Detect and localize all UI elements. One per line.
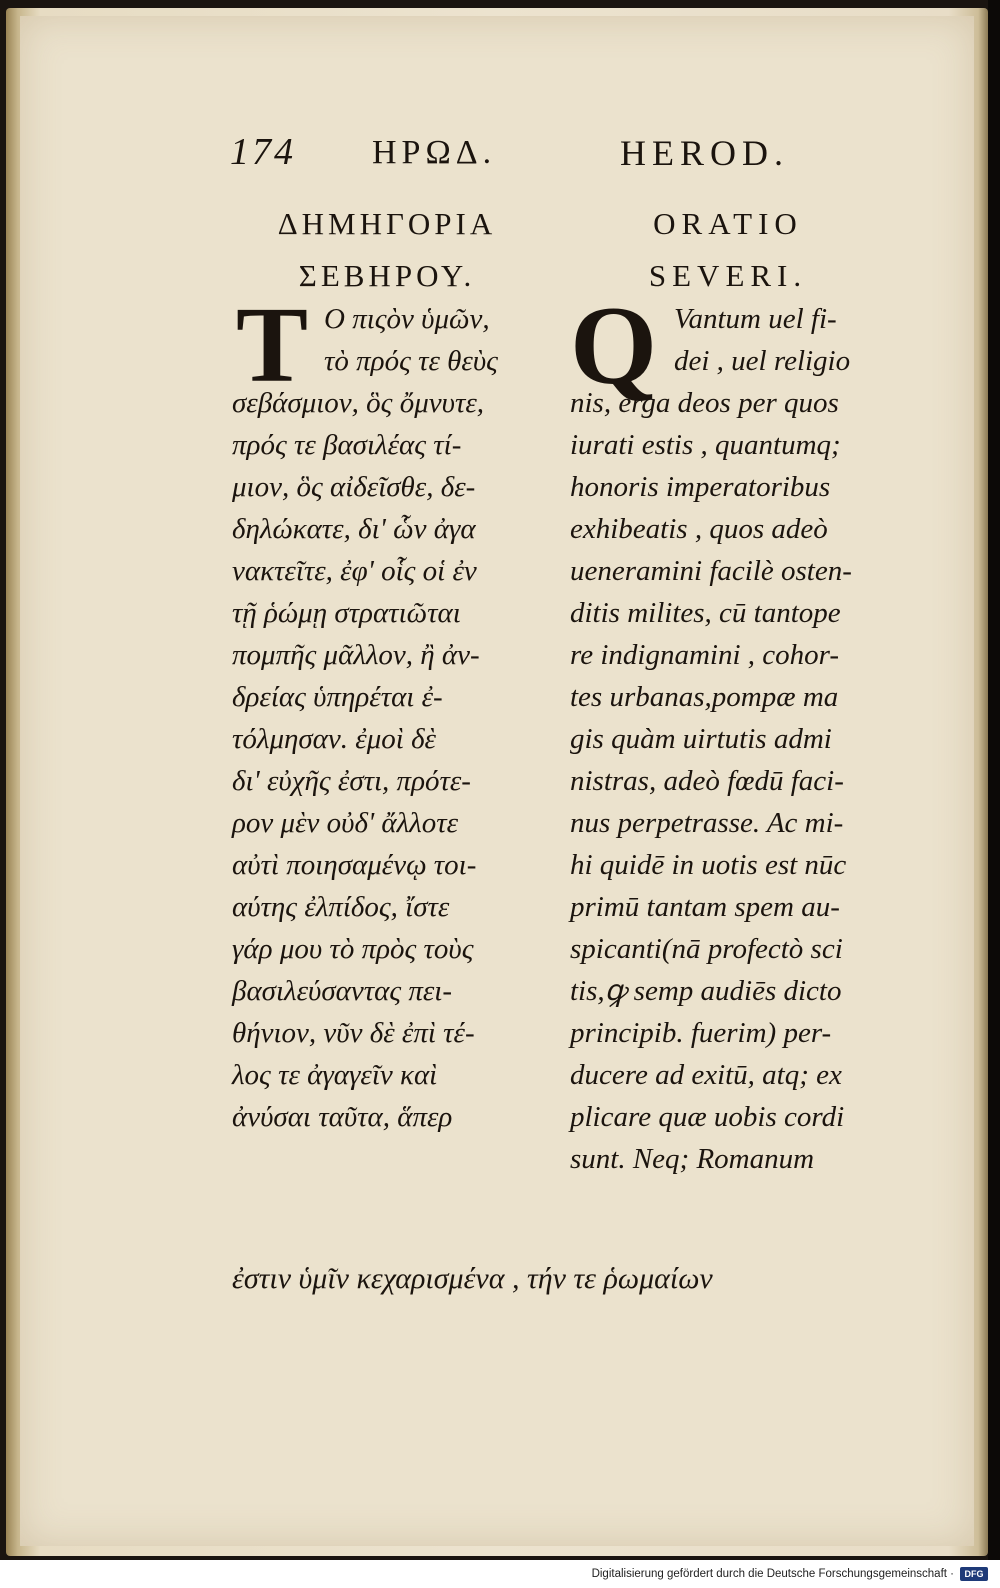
- latin-line: ueneramini facilè osten-: [570, 555, 852, 587]
- latin-line: nus perpetrasse. Ac mi-: [570, 807, 844, 839]
- latin-line: principib. fuerim) per-: [570, 1017, 832, 1049]
- latin-line: re indignamini , cohor-: [570, 639, 839, 671]
- latin-text-column: [570, 298, 852, 1180]
- latin-line: ducere ad exitū, atq; ex: [570, 1059, 842, 1091]
- greek-title-line2: ΣΕΒΗΡΟΥ.: [298, 258, 476, 293]
- latin-line: Vantum uel fi-: [674, 303, 837, 335]
- greek-line: τῇ ῥώμῃ στρατιῶται: [232, 597, 461, 629]
- page-number: 174: [230, 131, 296, 173]
- greek-line: λος τε ἀγαγεῖν καὶ: [232, 1059, 438, 1091]
- latin-line: sunt. Neq; Romanum: [570, 1143, 815, 1175]
- greek-line: σεβάσμιον, ὃς ὄμνυτε,: [232, 387, 484, 419]
- latin-drop-cap: Q: [570, 284, 658, 408]
- greek-line: πρός τε βασιλέας τί-: [232, 429, 462, 461]
- greek-line: ἀνύσαι ταῦτα, ἅπερ: [232, 1101, 453, 1133]
- latin-line: primū tantam spem au-: [570, 891, 840, 923]
- greek-line: δρείας ὑπηρέται ἐ-: [232, 681, 443, 713]
- latin-line: plicare quæ uobis cordi: [570, 1101, 845, 1133]
- greek-line: αύτης ἐλπίδος, ἴστε: [232, 891, 450, 923]
- latin-line: spicanti(nā profectò sci: [570, 933, 843, 965]
- greek-line: θήνιον, νῦν δὲ ἐπὶ τέ-: [232, 1017, 475, 1049]
- latin-running-title: HEROD.: [620, 133, 789, 173]
- latin-line: ditis milites, cū tantope: [570, 597, 841, 629]
- latin-line: nistras, adeò fœdū faci-: [570, 765, 844, 797]
- greek-line: πομπῆς μᾶλλον, ἢ ἀν-: [232, 639, 480, 671]
- digitization-footer: [0, 1560, 1000, 1588]
- latin-line: dei , uel religio: [674, 345, 851, 377]
- latin-title-line1: ORATIO: [653, 206, 803, 241]
- greek-line: αὐτὶ ποιησαμένῳ τοι-: [232, 849, 477, 881]
- greek-line: τὸ πρός τε θεὺς: [324, 345, 498, 377]
- greek-running-title: ΗΡΩΔ.: [372, 134, 497, 171]
- greek-title-line1: ΔΗΜΗΓΟΡΙΑ: [277, 206, 497, 241]
- greek-line: μιον, ὃς αἰδεῖσθε, δε-: [232, 471, 476, 503]
- latin-line: tis,ꝙ semp audiēs dicto: [570, 975, 842, 1007]
- greek-line: ρον μὲν οὐδ' ἄλλοτε: [232, 807, 459, 839]
- latin-line: iurati estis , quantumq;: [570, 429, 841, 461]
- greek-line: δηλώκατε, δι' ὧν ἀγα: [232, 513, 476, 545]
- latin-line: exhibeatis , quos adeò: [570, 513, 828, 545]
- latin-line: gis quàm uirtutis admi: [570, 723, 832, 755]
- greek-line: γάρ μου τὸ πρὸς τοὺς: [232, 933, 474, 965]
- greek-line: Ο πιςὸν ὑμῶν,: [324, 303, 490, 335]
- footer-credit: Digitalisierung gefördert durch die Deutsche Forschungsgemeinschaft ·: [591, 1568, 954, 1580]
- greek-line: δι' εὐχῆς ἐστι, πρότε-: [232, 765, 471, 797]
- greek-drop-cap: Τ: [236, 286, 309, 405]
- greek-text-column: [232, 298, 498, 1138]
- greek-line: βασιλεύσαντας πει-: [232, 975, 453, 1007]
- greek-closing-line: ἐστιν ὑμῖν κεχαρισμένα , τήν τε ῥωμαίων: [232, 1262, 713, 1295]
- latin-title-line2: SEVERI.: [648, 258, 808, 293]
- greek-line: τόλμησαν. ἐμοὶ δὲ: [232, 723, 436, 755]
- latin-line: hi quidē in uotis est nūc: [570, 849, 847, 881]
- latin-line: nis, erga deos per quos: [570, 387, 839, 419]
- latin-line: tes urbanas,pompæ ma: [570, 681, 839, 713]
- dfg-logo[interactable]: DFG: [960, 1567, 988, 1581]
- latin-line: honoris imperatoribus: [570, 471, 831, 503]
- scan-edge: [988, 0, 1000, 1560]
- greek-line: νακτεῖτε, ἐφ' οἷς οἱ ἐν: [232, 555, 477, 587]
